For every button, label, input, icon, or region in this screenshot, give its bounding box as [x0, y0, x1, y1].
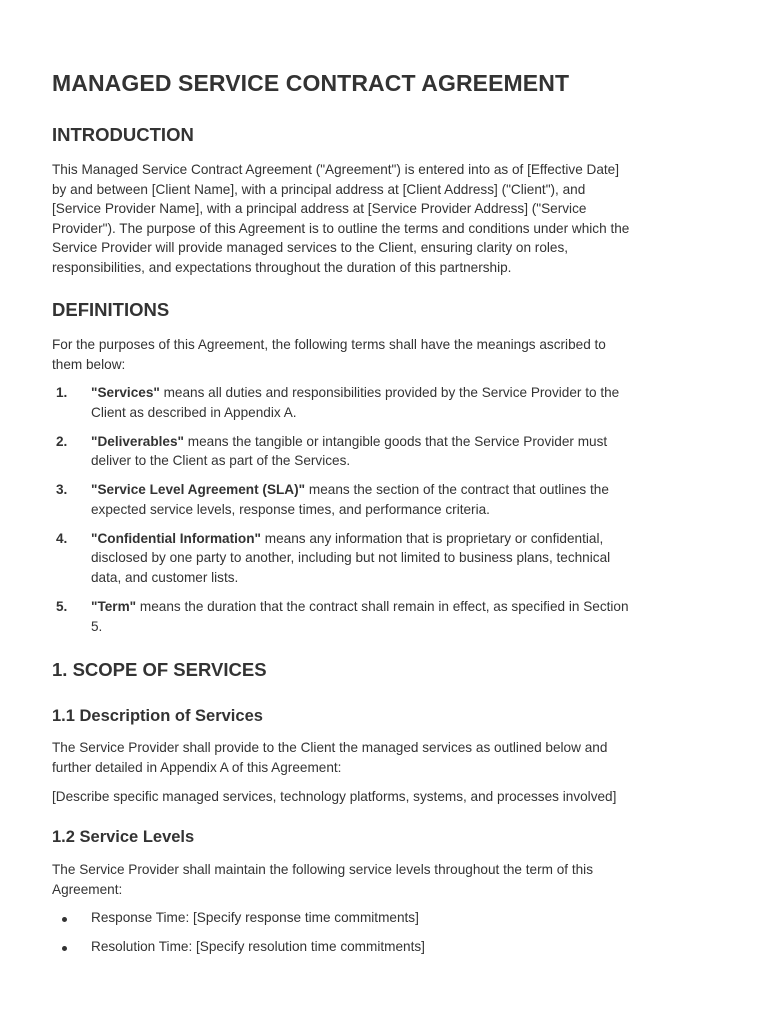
definition-number: 1. [56, 385, 68, 400]
definition-number: 2. [56, 433, 68, 449]
definition-item [52, 597, 712, 636]
service-level-text: Resolution Time: [Specify resolution time commitments] [91, 939, 425, 955]
definition-text: data, and customer lists. [91, 569, 239, 585]
bullet-icon [62, 917, 67, 922]
definition-item [52, 480, 712, 519]
definition-number: 5. [56, 598, 68, 614]
definition-term: "Service Level Agreement (SLA)" [91, 482, 306, 498]
scope-heading: 1. SCOPE OF SERVICES [52, 659, 267, 680]
definition-text: means the duration that the contract shall remain in effect, as specified in Section [136, 598, 629, 614]
definitions-heading: DEFINITIONS [52, 299, 170, 320]
service-levels-line: The Service Provider shall maintain the following service levels throughout the term of this [52, 862, 593, 877]
definitions-intro-line: them below: [52, 356, 126, 372]
introduction-line: by and between [Client Name], with a principal address at [Client Address] ("Client"), and [52, 181, 586, 197]
service-level-text: Response Time: [Specify response time commitments] [91, 910, 419, 925]
definitions-list [52, 383, 712, 645]
description-placeholder: [Describe specific managed services, technology platforms, systems, and processes involved] [52, 789, 617, 804]
service-level-item [52, 908, 712, 928]
introduction-heading: INTRODUCTION [52, 124, 194, 145]
definition-item [52, 432, 712, 471]
definition-term: "Term" [91, 598, 137, 614]
service-level-item [52, 937, 712, 957]
definition-term: "Confidential Information" [91, 530, 261, 546]
description-subheading: 1.1 Description of Services [52, 707, 263, 725]
introduction-paragraph [52, 160, 720, 278]
bullet-icon [62, 946, 67, 951]
introduction-line: [Service Provider Name], with a principal address at [Service Provider Address] ("Service [52, 201, 587, 217]
definition-text: means the section of the contract that outlines the [305, 482, 609, 498]
service-levels-paragraph [52, 860, 720, 899]
definition-text: 5. [91, 618, 103, 634]
definition-text: means any information that is proprietary or confidential, [260, 530, 604, 546]
introduction-line: Service Provider will provide managed services to the Client, ensuring clarity on roles, [52, 240, 569, 256]
definition-item [52, 383, 712, 422]
service-levels-list [52, 908, 712, 966]
service-levels-line: Agreement: [52, 881, 123, 897]
definition-text: means all duties and responsibilities provided by the Service Provider to the [159, 385, 620, 400]
description-line: The Service Provider shall provide to the Client the managed services as outlined below and [52, 740, 608, 755]
definition-text: Client as described in Appendix A. [91, 404, 297, 420]
description-line: further detailed in Appendix A of this Agreement: [52, 759, 342, 775]
definition-number: 4. [56, 530, 68, 546]
introduction-line: responsibilities, and expectations throughout the duration of this partnership. [52, 259, 512, 275]
definition-text: disclosed by one party to another, including but not limited to business plans, technical [91, 550, 611, 566]
definition-text: means the tangible or intangible goods that the Service Provider must [184, 433, 608, 449]
document-title: MANAGED SERVICE CONTRACT AGREEMENT [52, 70, 570, 96]
description-paragraph [52, 738, 720, 777]
definition-term: "Deliverables" [91, 433, 184, 449]
definition-text: deliver to the Client as part of the Services. [91, 453, 351, 469]
service-levels-subheading: 1.2 Service Levels [52, 828, 195, 846]
introduction-line: Provider"). The purpose of this Agreement is to outline the terms and conditions under which the [52, 220, 630, 236]
definitions-intro [52, 335, 720, 374]
definitions-intro-line: For the purposes of this Agreement, the following terms shall have the meanings ascribed to [52, 337, 606, 352]
definition-item [52, 529, 712, 588]
introduction-line: This Managed Service Contract Agreement ("Agreement") is entered into as of [Effective Date] [52, 162, 620, 177]
definition-number: 3. [56, 482, 68, 498]
definition-text: expected service levels, response times, and performance criteria. [91, 501, 490, 517]
definition-term: "Services" [91, 385, 160, 400]
